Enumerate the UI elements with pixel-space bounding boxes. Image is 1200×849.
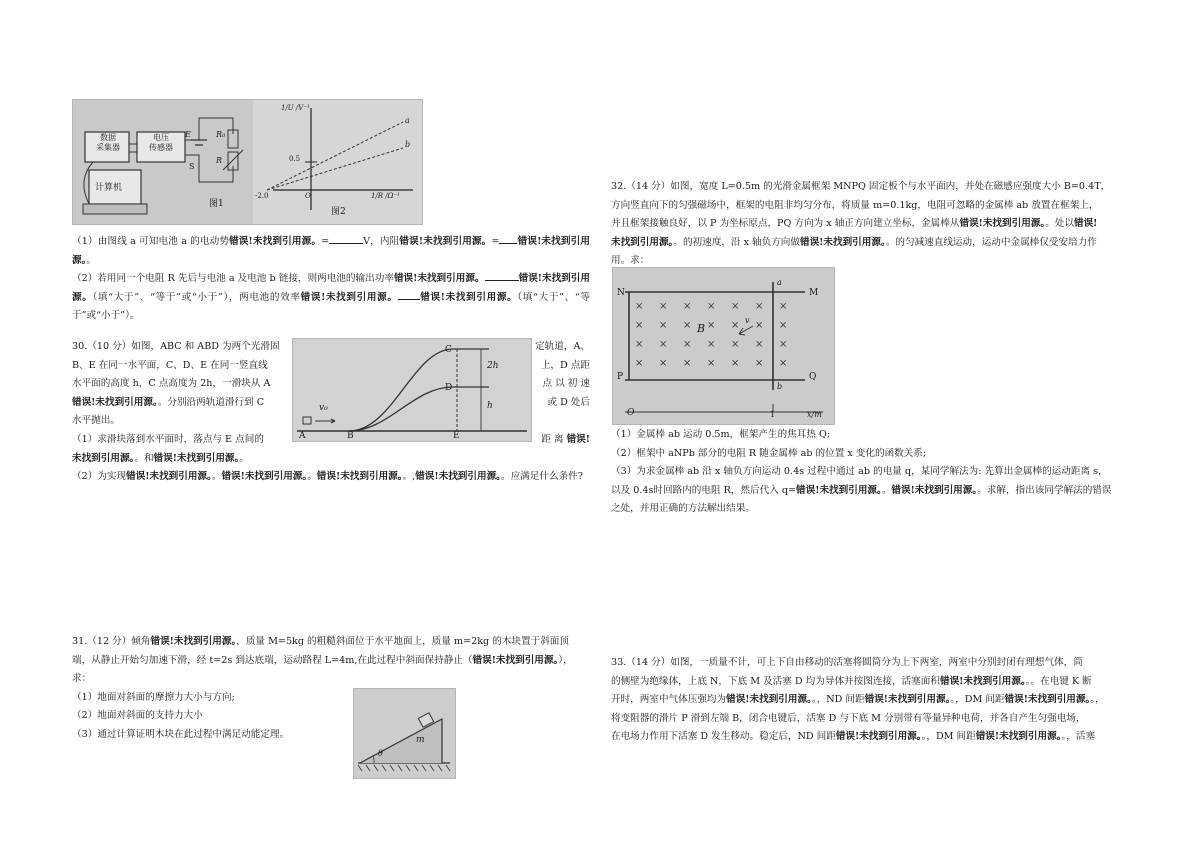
q30-part2: （2）为实现错误!未找到引用源。。错误!未找到引用源。。错误!未找到引用源。。,错误!未找到引用源。。应满足什么条件? <box>72 471 583 483</box>
answer-blank[interactable] <box>398 289 420 300</box>
height-h-label: h <box>487 401 493 411</box>
point-e: E <box>453 431 460 441</box>
field-cross-icon: × <box>755 320 764 331</box>
field-cross-icon: × <box>755 301 764 312</box>
sensor-box-label: 电压 传感器 <box>149 133 173 152</box>
field-cross-icon: × <box>659 301 668 312</box>
field-cross-icon: × <box>683 301 692 312</box>
incline-figure <box>353 688 456 779</box>
axis-tick-1: 1 <box>770 410 776 419</box>
q30-line7: 未找到引用源。。和错误!未找到引用源。。 <box>72 452 249 464</box>
corner-p: P <box>617 372 624 382</box>
graph-tick-x: -2.0 <box>255 192 269 200</box>
field-cross-icon: × <box>659 358 668 369</box>
field-cross-icon: × <box>707 339 716 350</box>
question-32-items: （1）金属棒 ab 运动 0.5m，框架产生的焦耳热 Q; （2）框架中 aNPb 部分的电阻 R 随金属棒 ab 的位置 x 变化的函数关系; （3）为求金属棒 ab 沿 x 轴负方向运动 0.4s 过程中通过 ab 的电量 q，某同学解法为: 先算出金属棒的运动距离 s， 以及 0.4s时回路内的电阻 R，然后代入 q=错误!未找到引用源。。错误!未找到引用源。。求解，指出该同学解法的错误 之处，并用正确的方法解出结果。 <box>611 426 1129 519</box>
graph-ylabel: 1/U /V⁻¹ <box>281 104 310 112</box>
circuit-and-graph-figure <box>72 99 423 225</box>
axis-xlabel: x/m <box>807 410 822 419</box>
field-cross-icon: × <box>755 339 764 350</box>
q32-item-2: （2）框架中 aNPb 部分的电阻 R 随金属棒 ab 的位置 x 变化的函数关系; <box>611 447 927 459</box>
axis-origin: O <box>627 408 635 418</box>
question-29-text <box>72 233 590 326</box>
point-a: A <box>299 431 306 441</box>
corner-q: Q <box>809 372 817 382</box>
initial-velocity-label: v₀ <box>319 403 328 413</box>
field-cross-icon: × <box>779 320 788 331</box>
field-cross-icon: × <box>683 320 692 331</box>
point-d: D <box>445 383 453 393</box>
fig1-caption: 图1 <box>209 199 224 209</box>
graph-line-b-label: b <box>405 140 411 149</box>
switch-label: S <box>189 162 195 171</box>
question-31-text: 31.（12 分）倾角错误!未找到引用源。，质量 M=5kg 的粗糙斜面位于水平地面上，质量 m=2kg 的木块置于斜面顶 端，从静止开始匀加速下滑，经 t=2s 到达底端，运动路程 L=4m,在此过程中斜面保持静止（错误!未找到引用源。）， 求： （1）地面对斜面的摩擦力大小与方向; （2）地面对斜面的支持力大小 （3）通过计算证明木块在此过程中满足动能定理。 <box>72 633 590 745</box>
q31-item-3: （3）通过计算证明木块在此过程中满足动能定理。 <box>72 728 290 740</box>
point-b: B <box>347 431 354 441</box>
angle-label: θ <box>378 749 383 758</box>
field-cross-icon: × <box>779 358 788 369</box>
graph-tick-y: 0.5 <box>289 155 301 163</box>
height-2h-label: 2h <box>487 361 499 371</box>
point-c: C <box>445 345 452 355</box>
field-cross-icon: × <box>635 320 644 331</box>
field-cross-icon: × <box>731 301 740 312</box>
answer-blank[interactable] <box>499 233 517 244</box>
field-cross-icon: × <box>683 358 692 369</box>
magnetic-field-crosses <box>635 302 815 374</box>
block-label: m <box>416 735 425 745</box>
question-30-text: 30.（10 分）如图，ABC 和 ABD 为两个光滑固 定轨道，A、 B、E 在同一水平面，C、D、E 在同一竖直线 上，D 点距 水平面的高度 h，C 点高度为 2h，一滑块从 A 点 以 初 速 错误!未找到引用源。。分别沿两轨道滑行到 C 或 D 处后 水平抛出。 （1）求滑块落到水平面时，落点与 E 点间的 距 离 错误! 未找到引用源。。和错误!未找到引用源。。 （2）为实现错误!未找到引用源。。错误!未找到引用源。。错误!未找到引用源。。,错误!未找到引用源。。应满足什么条件? <box>72 338 590 487</box>
velocity-label: v <box>745 316 750 325</box>
field-cross-icon: × <box>659 320 668 331</box>
field-cross-icon: × <box>635 301 644 312</box>
collector-box-label: 数据 采集器 <box>96 133 120 152</box>
field-cross-icon: × <box>635 339 644 350</box>
q29-part1: （1）由图线 a 可知电池 a 的电动势错误!未找到引用源。= V，内阻错误!未找到引用源。= 错误!未找到引用源。。 <box>72 233 590 270</box>
magnetic-frame-figure <box>612 267 835 425</box>
fig2-caption: 图2 <box>331 207 346 217</box>
question-33-text: 33.（14 分）如图，一质量不计，可上下自由移动的活塞将圆筒分为上下两室，两室中分别封闭有理想气体，筒 的侧壁为绝缘体，上底 N，下底 M 及活塞 D 均为导体并按图连接，活塞面积错误!未找到引用源。。。在电键 K 断 开时，两室中气体压强均为错误!未找到引用源。。，ND 间距错误!未找到引用源。。，DM 间距错误!未找到引用源。。， 将变阻器的滑片 P 滑到左端 B，闭合电键后，活塞 D 与下底 M 分别带有等量异种电荷，并各自产生匀强电场， 在电场力作用下活塞 D 发生移动。稳定后，ND 间距错误!未找到引用源。。，DM 间距错误!未找到引用源。。，活塞 <box>611 657 1105 743</box>
corner-m: M <box>809 288 819 298</box>
question-32-text: 32.（14 分）如图，宽度 L=0.5m 的光滑金属框架 MNPQ 固定板个与水平面内，并处在磁感应强度大小 B=0.4T， 方向竖直向下的匀强磁场中，框架的电阻非均匀分布，将质量 m=0.1kg，电阻可忽略的金属棒 ab 放置在框架上， 并且框架接触良好，以 P 为坐标原点，PQ 方向为 x 轴正方向建立坐标，金属棒从错误!未找到引用源。。处以错误! 未找到引用源。。的初速度，沿 x 轴负方向做错误!未找到引用源。。的匀减速直线运动，运动中金属棒仅受安培力作 用。求： <box>611 181 1111 267</box>
r0-label: R₀ <box>216 130 226 139</box>
q32-item-1: （1）金属棒 ab 运动 0.5m，框架产生的焦耳热 Q; <box>611 429 831 440</box>
field-cross-icon: × <box>731 358 740 369</box>
answer-blank[interactable] <box>485 270 519 281</box>
field-cross-icon: × <box>779 339 788 350</box>
field-cross-icon: × <box>659 339 668 350</box>
q31-item-2: （2）地面对斜面的支持力大小 <box>72 710 203 722</box>
field-cross-icon: × <box>635 358 644 369</box>
answer-blank[interactable] <box>329 233 363 244</box>
field-b-label: B <box>697 322 706 335</box>
field-cross-icon: × <box>683 339 692 350</box>
field-cross-icon: × <box>755 358 764 369</box>
q29-part2: （2）若用同一个电阻 R 先后与电池 a 及电池 b 链接，则两电池的输出功率错误!未找到引用源。 错误!未找到引用源。（填“大于”、“等于”或“小于”），两电池的效率错误!未找到引用源。 错误!未找到引用源。（填“大于”、“等于”或“小于”）。 <box>72 270 590 326</box>
graph-line-a-label: a <box>405 116 410 125</box>
q31-item-1: （1）地面对斜面的摩擦力大小与方向; <box>72 691 235 703</box>
rod-end-a: a <box>777 278 782 287</box>
field-cross-icon: × <box>707 320 716 331</box>
field-cross-icon: × <box>707 358 716 369</box>
emf-label: E <box>185 130 191 139</box>
field-cross-icon: × <box>779 301 788 312</box>
computer-label: 计算机 <box>95 183 123 193</box>
field-cross-icon: × <box>731 320 740 331</box>
r-label: R <box>216 156 223 165</box>
corner-n: N <box>617 288 625 298</box>
q32-item-3: （3）为求金属棒 ab 沿 x 轴负方向运动 0.4s 过程中通过 ab 的电量 q，某同学解法为: 先算出金属棒的运动距离 s， <box>611 466 1108 478</box>
field-cross-icon: × <box>707 301 716 312</box>
graph-xlabel: 1/R /Ω⁻¹ <box>371 192 400 200</box>
graph-origin: O <box>305 192 311 200</box>
rod-end-b: b <box>777 382 783 391</box>
field-cross-icon: × <box>731 339 740 350</box>
